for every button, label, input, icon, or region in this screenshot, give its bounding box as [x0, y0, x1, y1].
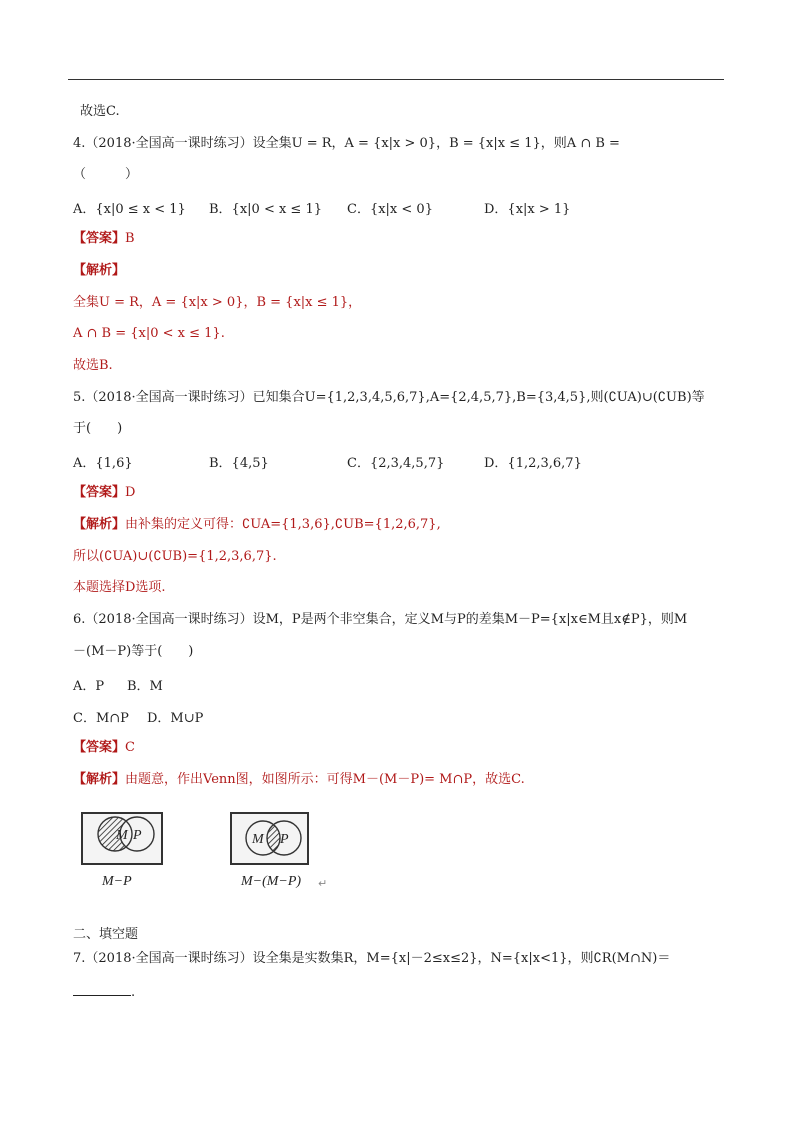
q6-option-d: D．M∪P [147, 711, 204, 726]
q4-option-a: A．{x|0 ≤ x < 1} [73, 202, 186, 217]
q5-conclusion: 本题选择D选项. [73, 580, 166, 595]
q7-tail: . [131, 985, 136, 1000]
q3-conclusion: 故选C. [80, 104, 120, 119]
q4-option-b: B．{x|0 < x ≤ 1} [209, 202, 322, 217]
q5-analysis-line2: 所以(∁UA)∪(∁UB)={1,2,3,6,7}. [73, 549, 277, 564]
answer-label: 【答案】 [73, 231, 126, 246]
return-mark: ↵ [318, 877, 328, 890]
venn-caption: M−(M−P) [241, 874, 302, 889]
q7-answer-blank [73, 983, 135, 1002]
answer-value: B [125, 231, 135, 246]
venn-diagram-m-minus-p [80, 810, 166, 890]
q5-stem-cont: 于( ) [73, 421, 123, 436]
section-fill-in-title: 二、填空题 [73, 927, 139, 942]
q5-option-a: A．{1,6} [73, 456, 133, 471]
q6-answer [73, 739, 135, 757]
q5-answer [73, 484, 135, 502]
q5-option-c: C．{2,3,4,5,7} [347, 456, 445, 471]
q6-stem: 6.（2018·全国高一课时练习）设M，P是两个非空集合，定义M与P的差集M－P={x|x∈M且x∉P}，则M [73, 612, 688, 627]
answer-label: 【答案】 [73, 485, 126, 500]
analysis-label: 【解析】 [73, 772, 126, 787]
q5-stem: 5.（2018·全国高一课时练习）已知集合U={1,2,3,4,5,6,7},A={2,4,5,7},B={3,4,5},则(∁UA)∪(∁UB)等 [73, 390, 705, 405]
label-m: M [116, 828, 128, 843]
q7-stem: 7.（2018·全国高一课时练习）设全集是实数集R，M={x|－2≤x≤2}，N={x|x<1}，则∁R(M∩N)＝ [73, 951, 671, 966]
q4-paren: （ ） [73, 167, 139, 182]
analysis-label: 【解析】 [73, 517, 126, 532]
analysis-text: 由题意，作出Venn图，如图所示：可得M－(M－P)= M∩P，故选C. [125, 772, 525, 787]
q4-analysis-line1: 全集U = R，A = {x|x > 0}，B = {x|x ≤ 1}， [73, 295, 362, 310]
q4-answer [73, 230, 135, 248]
q6-analysis [73, 771, 525, 789]
venn-caption: M−P [102, 874, 132, 889]
q4-analysis-label [73, 262, 125, 280]
label-p: P [133, 828, 142, 843]
venn-diagram-m-minus-m-minus-p [228, 810, 348, 890]
q4-stem: 4.（2018·全国高一课时练习）设全集U = R，A = {x|x > 0}，B = {x|x ≤ 1}，则A ∩ B = [73, 136, 620, 151]
q6-option-b: B．M [127, 679, 163, 694]
label-m: M [252, 832, 264, 847]
label-p: P [280, 832, 289, 847]
analysis-text: 由补集的定义可得：∁UA={1,3,6},∁UB={1,2,6,7}, [125, 517, 441, 532]
header-rule [68, 79, 724, 80]
q4-analysis-line2: A ∩ B = {x|0 < x ≤ 1}. [73, 326, 225, 341]
q6-option-c: C．M∩P [73, 711, 129, 726]
blank-line [73, 983, 131, 996]
q4-option-d: D．{x|x > 1} [484, 202, 571, 217]
answer-value: C [125, 740, 135, 755]
answer-value: D [125, 485, 136, 500]
q4-option-c: C．{x|x < 0} [347, 202, 433, 217]
q5-analysis [73, 516, 441, 534]
q5-option-d: D．{1,2,3,6,7} [484, 456, 582, 471]
q6-stem-cont: －(M－P)等于( ) [73, 644, 194, 659]
analysis-label: 【解析】 [73, 263, 126, 278]
q5-option-b: B．{4,5} [209, 456, 269, 471]
q6-option-a: A．P [73, 679, 105, 694]
q4-conclusion: 故选B. [73, 358, 113, 373]
answer-label: 【答案】 [73, 740, 126, 755]
